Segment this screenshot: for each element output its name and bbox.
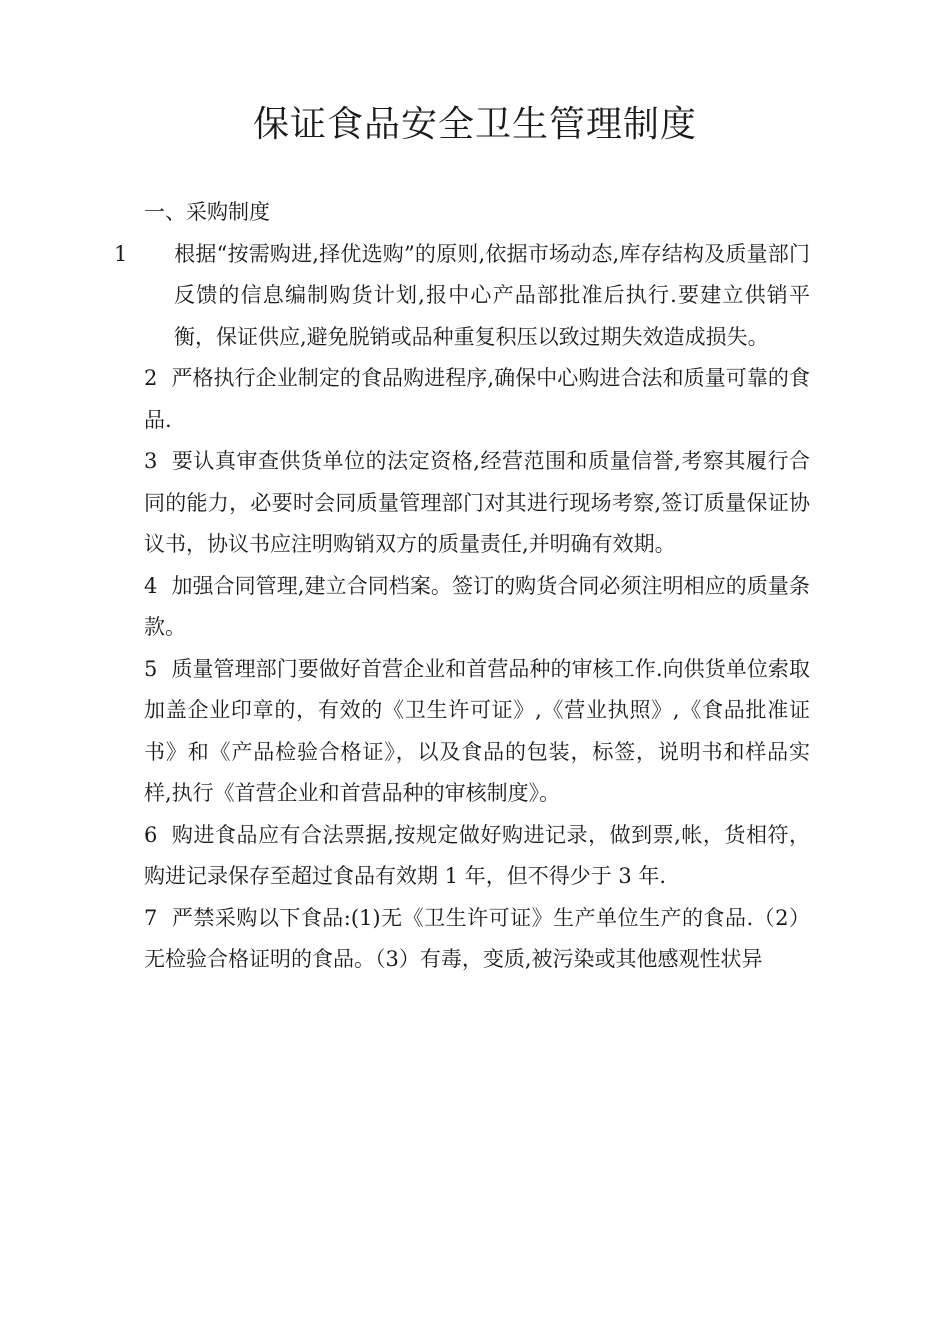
item-text: 购进食品应有合法票据,按规定做好购进记录，做到票,帐，货相符，购进记录保存至超过食品有效期 1 年，但不得少于 3 年. — [144, 822, 810, 888]
item-text: 严禁采购以下食品:(1)无《卫生许可证》生产单位生产的食品.（2）无检验合格证明的食品。（3）有毒，变质,被污染或其他感观性状异 — [144, 905, 810, 971]
list-item — [144, 566, 810, 649]
item-text: 质量管理部门要做好首营企业和首营品种的审核工作.向供货单位索取加盖企业印章的，有效的《卫生许可证》,《营业执照》,《食品批准证书》和《产品检验合格证》，以及食品的包装，标签，说明书和样品实样,执行《首营企业和首营品种的审核制度》。 — [144, 656, 810, 805]
list-item — [144, 898, 810, 981]
item-number: 6 — [144, 822, 158, 847]
item-text: 严格执行企业制定的食品购进程序,确保中心购进合法和质量可靠的食品. — [144, 366, 810, 432]
item-number: 2 — [144, 366, 158, 390]
list-item — [144, 815, 810, 898]
item-number: 3 — [144, 449, 158, 473]
list-item — [144, 358, 810, 441]
item-number: 4 — [144, 573, 158, 598]
document-title: 保证食品安全卫生管理制度 — [252, 104, 697, 145]
section-heading: 一、采购制度 — [144, 200, 270, 224]
item-number: 5 — [144, 656, 158, 681]
item-text: 加强合同管理,建立合同档案。签订的购货合同必须注明相应的质量条款。 — [144, 573, 810, 639]
list-item — [144, 649, 810, 815]
item-text: 根据“按需购进,择优选购”的原则,依据市场动态,库存结构及质量部门反馈的信息编制购货计划,报中心产品部批准后执行.要建立供销平衡，保证供应,避免脱销或品种重复积压以致过期失效造成损失。 — [174, 241, 810, 349]
document-body — [114, 192, 810, 981]
item-text: 要认真审查供货单位的法定资格,经营范围和质量信誉,考察其履行合同的能力，必要时会同质量管理部门对其进行现场考察,签订质量保证协议书，协议书应注明购销双方的质量责任,并明确有效期。 — [144, 449, 810, 556]
list-item — [144, 441, 810, 566]
item-number: 1 — [114, 241, 128, 266]
list-item — [114, 234, 810, 359]
item-number: 7 — [144, 905, 158, 930]
